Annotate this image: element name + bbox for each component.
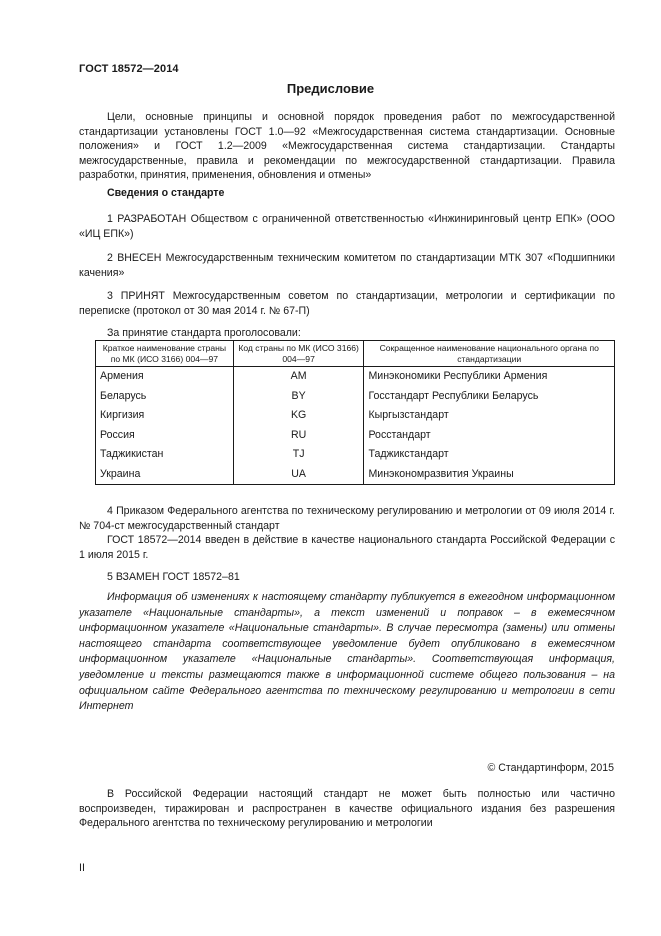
item-introduced-wrap xyxy=(79,251,615,280)
cell-agency: Госстандарт Республики Беларусь xyxy=(364,387,615,407)
item-order-wrap xyxy=(79,504,615,562)
votes-table xyxy=(95,340,615,485)
table-row xyxy=(96,465,615,485)
item-adopted-wrap xyxy=(79,289,615,318)
copyright-notice: © Стандартинформ, 2015 xyxy=(487,762,614,774)
item-introduced: 2 ВНЕСЕН Межгосударственным техническим комитетом по стандартизации МТК 307 «Подшипники качения» xyxy=(79,252,615,279)
cell-country: Армения xyxy=(96,367,234,387)
cell-country: Россия xyxy=(96,426,234,446)
header-country: Краткое наименование страны по МК (ИСО 3166) 004—97 xyxy=(96,341,234,367)
cell-country: Киргизия xyxy=(96,406,234,426)
item-replaces: 5 ВЗАМЕН ГОСТ 18572–81 xyxy=(107,571,240,583)
header-code: Код страны по МК (ИСО 3166) 004—97 xyxy=(233,341,364,367)
table-row xyxy=(96,367,615,387)
item-adopted: 3 ПРИНЯТ Межгосударственным советом по стандартизации, метрологии и сертификации по переписке (протокол от 30 мая 2014 г. № 67-П) xyxy=(79,290,615,317)
item-replaces-wrap xyxy=(79,570,615,585)
cell-country: Беларусь xyxy=(96,387,234,407)
header-agency: Сокращенное наименование национального органа по стандартизации xyxy=(364,341,615,367)
votes-header-row xyxy=(96,341,615,367)
cell-code: UA xyxy=(233,465,364,485)
cell-country: Украина xyxy=(96,465,234,485)
item-order-continued: ГОСТ 18572—2014 введен в действие в качестве национального стандарта Российской Федерации с 1 июля 2015 г. xyxy=(79,534,615,561)
table-row xyxy=(96,426,615,446)
table-row xyxy=(96,387,615,407)
notice-section xyxy=(79,590,615,715)
cell-agency: Минэкономики Республики Армения xyxy=(364,367,615,387)
rights-notice: В Российской Федерации настоящий стандарт не может быть полностью или частично воспроизведен, тиражирован и распространен в качестве официального издания без разрешения Федерального агентства по техническому регулированию и метрологии xyxy=(79,788,615,830)
cell-agency: Таджикстандарт xyxy=(364,445,615,465)
intro-paragraph: Цели, основные принципы и основной порядок проведения работ по межгосударственной стандартизации установлены ГОСТ 1.0—92 «Межгосударственная система стандартизации. Основные положения» и ГОСТ 1.2—2009 «Межгосударственная система стандартизации. Стандарты межгосударственные, правила и рекомендации по межгосударственной стандартизации. Правила разработки, принятия, применения, обновления и отмены» xyxy=(79,111,615,182)
change-notice: Информация об изменениях к настоящему стандарту публикуется в ежегодном информационном указателе «Национальные стандарты», а текст изменений и поправок – в ежемесячном информационном указателе «Национальные стандарты». В случае пересмотра (замены) или отмены настоящего стандарта соответствующее уведомление будет опубликовано в ежемесячном информационном указателе «Национальные стандарты». Соответствующая информация, уведомление и тексты размещаются также в информационной системе общего пользования – на официальном сайте Федерального агентства по техническому регулированию и метрологии в сети Интернет xyxy=(79,591,615,713)
info-heading: Сведения о стандарте xyxy=(107,187,225,199)
item-developed: 1 РАЗРАБОТАН Обществом с ограниченной ответственностью «Инжиниринговый центр ЕПК» (ООО «ИЦ ЕПК») xyxy=(79,213,615,240)
page-number: II xyxy=(79,862,85,874)
votes-caption: За принятие стандарта проголосовали: xyxy=(107,327,301,339)
document-code: ГОСТ 18572—2014 xyxy=(79,63,179,75)
cell-code: KG xyxy=(233,406,364,426)
table-row xyxy=(96,445,615,465)
item-order: 4 Приказом Федерального агентства по техническому регулированию и метрологии от 09 июля 2014 г. № 704-ст межгосударственный стандарт xyxy=(79,505,615,532)
cell-code: BY xyxy=(233,387,364,407)
cell-agency: Росстандарт xyxy=(364,426,615,446)
rights-section xyxy=(79,787,615,831)
cell-code: TJ xyxy=(233,445,364,465)
cell-code: AM xyxy=(233,367,364,387)
cell-agency: Кыргызстандарт xyxy=(364,406,615,426)
item-developed-wrap xyxy=(79,212,615,241)
page-title: Предисловие xyxy=(286,81,375,96)
cell-agency: Минэкономразвития Украины xyxy=(364,465,615,485)
cell-country: Таджикистан xyxy=(96,445,234,465)
table-row xyxy=(96,406,615,426)
info-heading-wrap xyxy=(79,186,615,200)
intro-section xyxy=(79,110,615,183)
cell-code: RU xyxy=(233,426,364,446)
